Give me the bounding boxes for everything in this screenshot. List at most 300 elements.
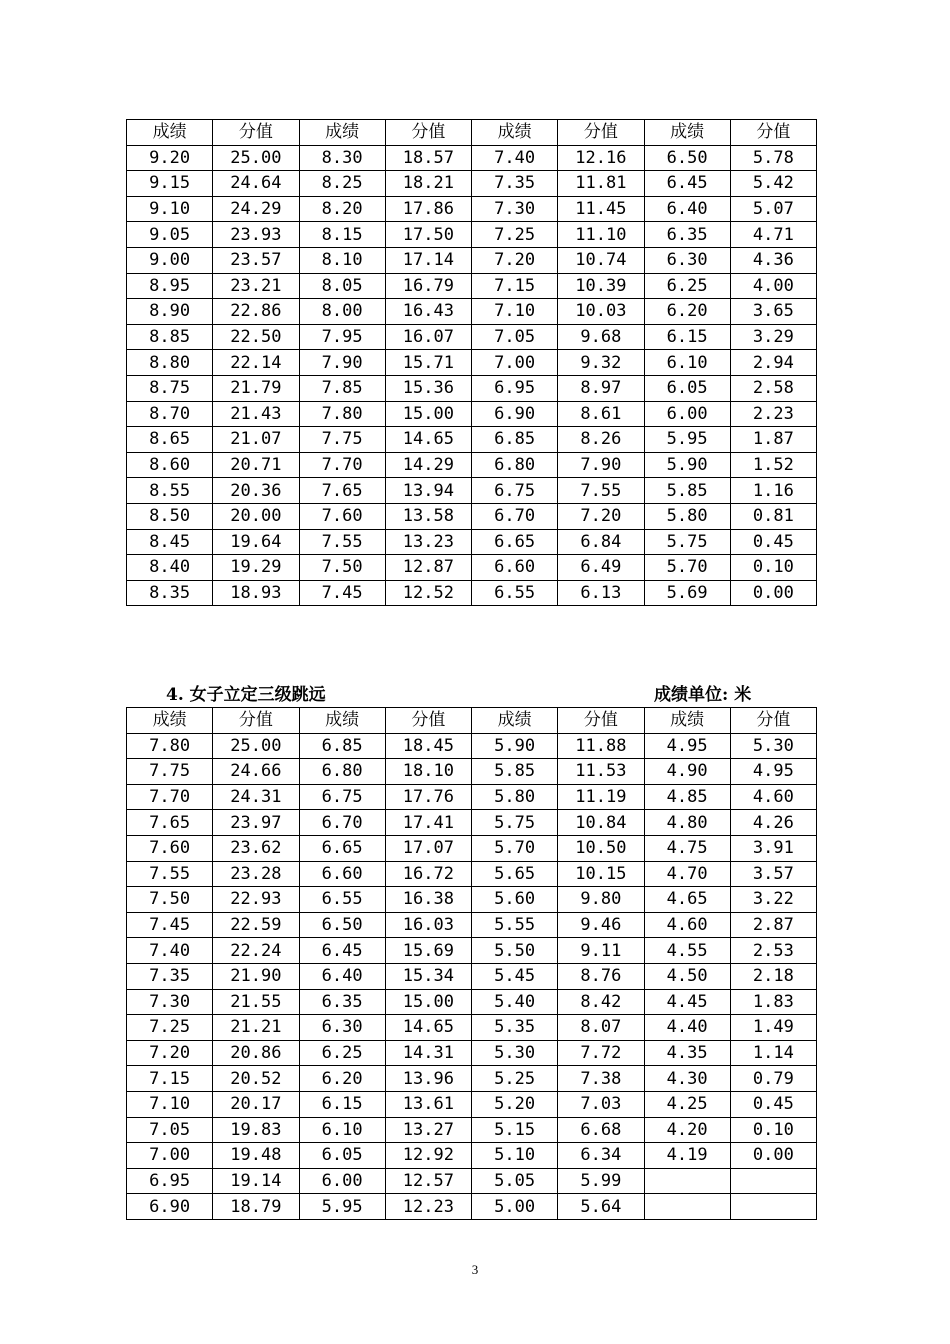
table-cell: 4.20 [644,1117,730,1143]
table-cell: 15.69 [385,938,471,964]
table-cell: 6.60 [472,555,558,581]
table-cell: 10.74 [558,247,644,273]
table-cell: 17.50 [385,222,471,248]
table-cell: 17.76 [385,784,471,810]
table-cell: 7.10 [127,1091,213,1117]
table-cell: 7.65 [127,810,213,836]
table-cell: 4.80 [644,810,730,836]
table-cell: 18.45 [385,733,471,759]
table-cell [730,1168,816,1194]
table-cell: 22.93 [213,887,299,913]
table-cell: 11.45 [558,196,644,222]
table-cell: 25.00 [213,145,299,171]
table-cell: 5.99 [558,1168,644,1194]
table-cell: 19.48 [213,1143,299,1169]
table-cell: 8.60 [127,452,213,478]
table-cell [644,1194,730,1220]
table-cell: 6.20 [299,1066,385,1092]
table-cell: 6.95 [127,1168,213,1194]
table-cell: 8.45 [127,529,213,555]
table-cell: 6.05 [644,375,730,401]
table-cell: 5.78 [730,145,816,171]
table-cell: 4.60 [730,784,816,810]
table-cell: 7.80 [127,733,213,759]
table-cell: 21.79 [213,375,299,401]
table-cell: 9.20 [127,145,213,171]
table-cell: 7.05 [472,324,558,350]
table-cell: 0.10 [730,555,816,581]
table-cell: 5.85 [472,759,558,785]
table-cell: 21.90 [213,963,299,989]
table-cell: 6.40 [299,963,385,989]
table-cell: 6.10 [299,1117,385,1143]
column-header: 成绩 [299,708,385,734]
table-cell: 13.94 [385,478,471,504]
table-cell: 6.95 [472,375,558,401]
table-cell: 23.57 [213,247,299,273]
table-cell: 7.60 [127,835,213,861]
table-cell: 7.60 [299,503,385,529]
table-cell: 4.65 [644,887,730,913]
table-cell: 7.20 [127,1040,213,1066]
table-cell: 7.45 [299,580,385,606]
table-cell: 3.29 [730,324,816,350]
table-cell: 5.65 [472,861,558,887]
column-header: 成绩 [127,708,213,734]
table-row [127,835,817,861]
table-cell: 24.66 [213,759,299,785]
table-cell: 11.10 [558,222,644,248]
table-cell: 7.30 [472,196,558,222]
table-cell: 0.45 [730,529,816,555]
table-row [127,1015,817,1041]
table-cell: 0.00 [730,580,816,606]
table-cell: 8.25 [299,171,385,197]
table-cell: 5.20 [472,1091,558,1117]
table-cell: 7.20 [472,247,558,273]
table-cell: 5.10 [472,1143,558,1169]
table-cell: 19.14 [213,1168,299,1194]
table-cell: 6.75 [472,478,558,504]
table-cell: 20.71 [213,452,299,478]
table-cell: 8.76 [558,963,644,989]
table-cell: 15.36 [385,375,471,401]
table-cell: 6.45 [644,171,730,197]
table-cell: 7.05 [127,1117,213,1143]
table-cell: 7.35 [127,963,213,989]
table-cell: 13.23 [385,529,471,555]
table-cell: 23.21 [213,273,299,299]
table-cell: 2.94 [730,350,816,376]
column-header: 成绩 [472,708,558,734]
table-cell: 9.46 [558,912,644,938]
table-cell: 11.53 [558,759,644,785]
table-cell: 22.86 [213,299,299,325]
table-cell: 7.10 [472,299,558,325]
table-cell: 8.70 [127,401,213,427]
table-cell: 7.40 [127,938,213,964]
table-cell: 4.60 [644,912,730,938]
table-cell: 0.00 [730,1143,816,1169]
table-cell: 6.00 [644,401,730,427]
table-row [127,1040,817,1066]
table-row [127,1143,817,1169]
table-cell: 7.45 [127,912,213,938]
table-cell: 17.07 [385,835,471,861]
table-cell: 20.17 [213,1091,299,1117]
table-cell: 11.88 [558,733,644,759]
table-cell: 5.15 [472,1117,558,1143]
table-cell: 23.93 [213,222,299,248]
table-cell: 5.85 [644,478,730,504]
table-cell: 19.83 [213,1117,299,1143]
page-number: 3 [471,1262,479,1277]
table-cell: 5.50 [472,938,558,964]
table-cell: 6.85 [472,427,558,453]
table-cell: 16.03 [385,912,471,938]
table-cell: 1.52 [730,452,816,478]
table-cell: 8.07 [558,1015,644,1041]
table-cell: 5.60 [472,887,558,913]
table-cell: 5.95 [299,1194,385,1220]
table-cell: 21.07 [213,427,299,453]
table-cell: 6.00 [299,1168,385,1194]
table-cell: 8.05 [299,273,385,299]
table-cell: 22.14 [213,350,299,376]
table-row [127,963,817,989]
table-cell: 17.86 [385,196,471,222]
table-row [127,759,817,785]
table-cell: 6.35 [644,222,730,248]
table-cell: 0.10 [730,1117,816,1143]
table-cell: 7.30 [127,989,213,1015]
table-cell: 2.87 [730,912,816,938]
table-cell: 6.50 [644,145,730,171]
table-cell: 14.65 [385,1015,471,1041]
table-cell: 8.75 [127,375,213,401]
table-row [127,1066,817,1092]
table-cell: 12.52 [385,580,471,606]
table-cell: 4.45 [644,989,730,1015]
table-cell: 7.90 [558,452,644,478]
column-header: 分值 [558,120,644,146]
table-cell: 5.75 [472,810,558,836]
table-cell: 6.84 [558,529,644,555]
table-cell: 6.55 [299,887,385,913]
table-cell: 5.64 [558,1194,644,1220]
table-cell: 4.26 [730,810,816,836]
table-cell: 4.71 [730,222,816,248]
table-cell: 8.10 [299,247,385,273]
table-cell: 5.70 [644,555,730,581]
table-cell: 18.93 [213,580,299,606]
table-cell: 5.95 [644,427,730,453]
table-cell: 15.00 [385,989,471,1015]
table-cell: 18.21 [385,171,471,197]
table-cell: 7.55 [127,861,213,887]
column-header: 分值 [730,120,816,146]
table-cell: 7.95 [299,324,385,350]
table-cell: 3.65 [730,299,816,325]
table-cell: 17.14 [385,247,471,273]
table-cell: 1.16 [730,478,816,504]
table-cell: 7.25 [127,1015,213,1041]
table-cell: 5.35 [472,1015,558,1041]
column-header: 成绩 [472,120,558,146]
table-row [127,1194,817,1220]
table-cell: 5.70 [472,835,558,861]
table-cell: 6.20 [644,299,730,325]
table-cell: 5.07 [730,196,816,222]
column-header: 分值 [730,708,816,734]
table-cell: 1.87 [730,427,816,453]
table-cell: 1.14 [730,1040,816,1066]
table-cell: 5.80 [644,503,730,529]
table-cell: 9.11 [558,938,644,964]
table-row [127,989,817,1015]
table-cell: 4.19 [644,1143,730,1169]
table-cell: 5.30 [472,1040,558,1066]
table-cell: 25.00 [213,733,299,759]
table-cell: 8.15 [299,222,385,248]
table-cell [730,1194,816,1220]
table-cell: 6.50 [299,912,385,938]
table-cell: 14.65 [385,427,471,453]
table-cell: 8.95 [127,273,213,299]
table-cell: 7.03 [558,1091,644,1117]
table-cell: 7.70 [299,452,385,478]
table-cell: 5.75 [644,529,730,555]
table-cell: 4.25 [644,1091,730,1117]
table-cell: 8.90 [127,299,213,325]
table-cell: 7.00 [127,1143,213,1169]
table-cell: 6.65 [299,835,385,861]
table-cell: 19.64 [213,529,299,555]
table-cell: 7.35 [472,171,558,197]
table-cell: 21.21 [213,1015,299,1041]
table-cell: 15.34 [385,963,471,989]
table-cell: 7.75 [127,759,213,785]
table-cell: 6.05 [299,1143,385,1169]
column-header: 成绩 [299,120,385,146]
table-cell: 20.52 [213,1066,299,1092]
table-cell: 6.85 [299,733,385,759]
table-cell: 4.30 [644,1066,730,1092]
table-cell: 6.70 [299,810,385,836]
table-cell: 12.87 [385,555,471,581]
table-cell: 0.45 [730,1091,816,1117]
table-cell: 7.55 [299,529,385,555]
table-row [127,784,817,810]
table-cell: 5.30 [730,733,816,759]
table-cell: 4.75 [644,835,730,861]
table-cell: 10.39 [558,273,644,299]
table-cell: 24.29 [213,196,299,222]
table-cell: 18.10 [385,759,471,785]
table-cell: 9.32 [558,350,644,376]
table-cell: 5.69 [644,580,730,606]
column-header: 分值 [385,120,471,146]
table-cell: 9.00 [127,247,213,273]
table-cell: 8.00 [299,299,385,325]
table-row [127,938,817,964]
column-header: 成绩 [644,708,730,734]
table-cell: 22.50 [213,324,299,350]
table-cell: 6.40 [644,196,730,222]
table-cell: 7.50 [299,555,385,581]
table-cell: 5.00 [472,1194,558,1220]
table-cell: 15.00 [385,401,471,427]
table-cell: 13.96 [385,1066,471,1092]
table-cell: 14.29 [385,452,471,478]
table-cell: 6.45 [299,938,385,964]
table-cell: 8.26 [558,427,644,453]
table-cell: 23.97 [213,810,299,836]
table-cell: 8.65 [127,427,213,453]
table-cell: 2.58 [730,375,816,401]
table-cell: 0.79 [730,1066,816,1092]
table-cell: 12.92 [385,1143,471,1169]
table-cell: 7.65 [299,478,385,504]
table-cell: 8.50 [127,503,213,529]
table-row [127,861,817,887]
table-cell: 7.75 [299,427,385,453]
table-cell: 10.84 [558,810,644,836]
table-cell: 19.29 [213,555,299,581]
column-header: 成绩 [644,120,730,146]
table-row [127,222,817,248]
table-cell: 6.30 [644,247,730,273]
table-cell: 5.55 [472,912,558,938]
table-cell: 5.90 [644,452,730,478]
table-cell: 4.70 [644,861,730,887]
table-cell: 5.90 [472,733,558,759]
table-cell: 10.15 [558,861,644,887]
table-cell: 18.79 [213,1194,299,1220]
table-cell: 7.72 [558,1040,644,1066]
table-cell: 6.90 [127,1194,213,1220]
table-cell: 6.60 [299,861,385,887]
table-row [127,1168,817,1194]
table-cell: 2.18 [730,963,816,989]
table-row [127,887,817,913]
table-cell: 20.86 [213,1040,299,1066]
table-cell: 6.49 [558,555,644,581]
table-cell: 6.75 [299,784,385,810]
table-row [127,401,817,427]
table-cell: 10.50 [558,835,644,861]
table-cell: 5.42 [730,171,816,197]
table-cell: 6.25 [644,273,730,299]
table-row [127,503,817,529]
table-cell: 4.50 [644,963,730,989]
table-cell: 6.10 [644,350,730,376]
table-row [127,171,817,197]
table-cell: 13.61 [385,1091,471,1117]
table-row [127,478,817,504]
table-cell: 11.19 [558,784,644,810]
table-row [127,555,817,581]
table-cell: 8.40 [127,555,213,581]
table-cell: 16.38 [385,887,471,913]
unit-label: 成绩单位: 米 [654,685,752,705]
table-row [127,324,817,350]
table-row [127,375,817,401]
table-cell: 4.95 [644,733,730,759]
table-cell: 3.91 [730,835,816,861]
column-header: 分值 [213,708,299,734]
table-cell: 23.28 [213,861,299,887]
table-row [127,350,817,376]
table-cell: 9.05 [127,222,213,248]
table-cell: 4.40 [644,1015,730,1041]
table-cell: 16.72 [385,861,471,887]
table-row [127,1091,817,1117]
table-cell: 3.57 [730,861,816,887]
table-cell: 2.53 [730,938,816,964]
table-cell: 8.30 [299,145,385,171]
table-cell: 9.15 [127,171,213,197]
table-cell: 8.20 [299,196,385,222]
table-cell: 6.35 [299,989,385,1015]
table-header-row [127,708,817,734]
table-row [127,273,817,299]
table-cell: 8.55 [127,478,213,504]
table-cell: 13.27 [385,1117,471,1143]
table-cell: 7.85 [299,375,385,401]
table-cell: 7.15 [472,273,558,299]
table-row [127,810,817,836]
table-row [127,1117,817,1143]
table-cell: 9.10 [127,196,213,222]
table-cell: 5.45 [472,963,558,989]
table-cell: 6.70 [472,503,558,529]
column-header: 成绩 [127,120,213,146]
table-cell: 5.40 [472,989,558,1015]
table-cell: 0.81 [730,503,816,529]
table-cell: 8.97 [558,375,644,401]
table-cell: 21.55 [213,989,299,1015]
table-cell: 7.80 [299,401,385,427]
table-cell: 7.40 [472,145,558,171]
table-cell: 6.30 [299,1015,385,1041]
table-cell: 4.95 [730,759,816,785]
table-cell: 17.41 [385,810,471,836]
table-cell: 3.22 [730,887,816,913]
table-cell: 6.80 [472,452,558,478]
table-row [127,452,817,478]
table-cell: 2.23 [730,401,816,427]
table-cell: 16.79 [385,273,471,299]
table-cell: 1.49 [730,1015,816,1041]
table-cell: 22.59 [213,912,299,938]
table-cell: 8.85 [127,324,213,350]
table-cell: 4.36 [730,247,816,273]
table-cell: 14.31 [385,1040,471,1066]
table-cell: 10.03 [558,299,644,325]
table-cell: 18.57 [385,145,471,171]
table-row [127,145,817,171]
table-cell: 8.35 [127,580,213,606]
table-row [127,247,817,273]
table-cell: 20.36 [213,478,299,504]
table-cell: 7.70 [127,784,213,810]
column-header: 分值 [385,708,471,734]
table-cell: 5.80 [472,784,558,810]
table-cell: 6.68 [558,1117,644,1143]
table-cell: 6.34 [558,1143,644,1169]
table-row [127,299,817,325]
